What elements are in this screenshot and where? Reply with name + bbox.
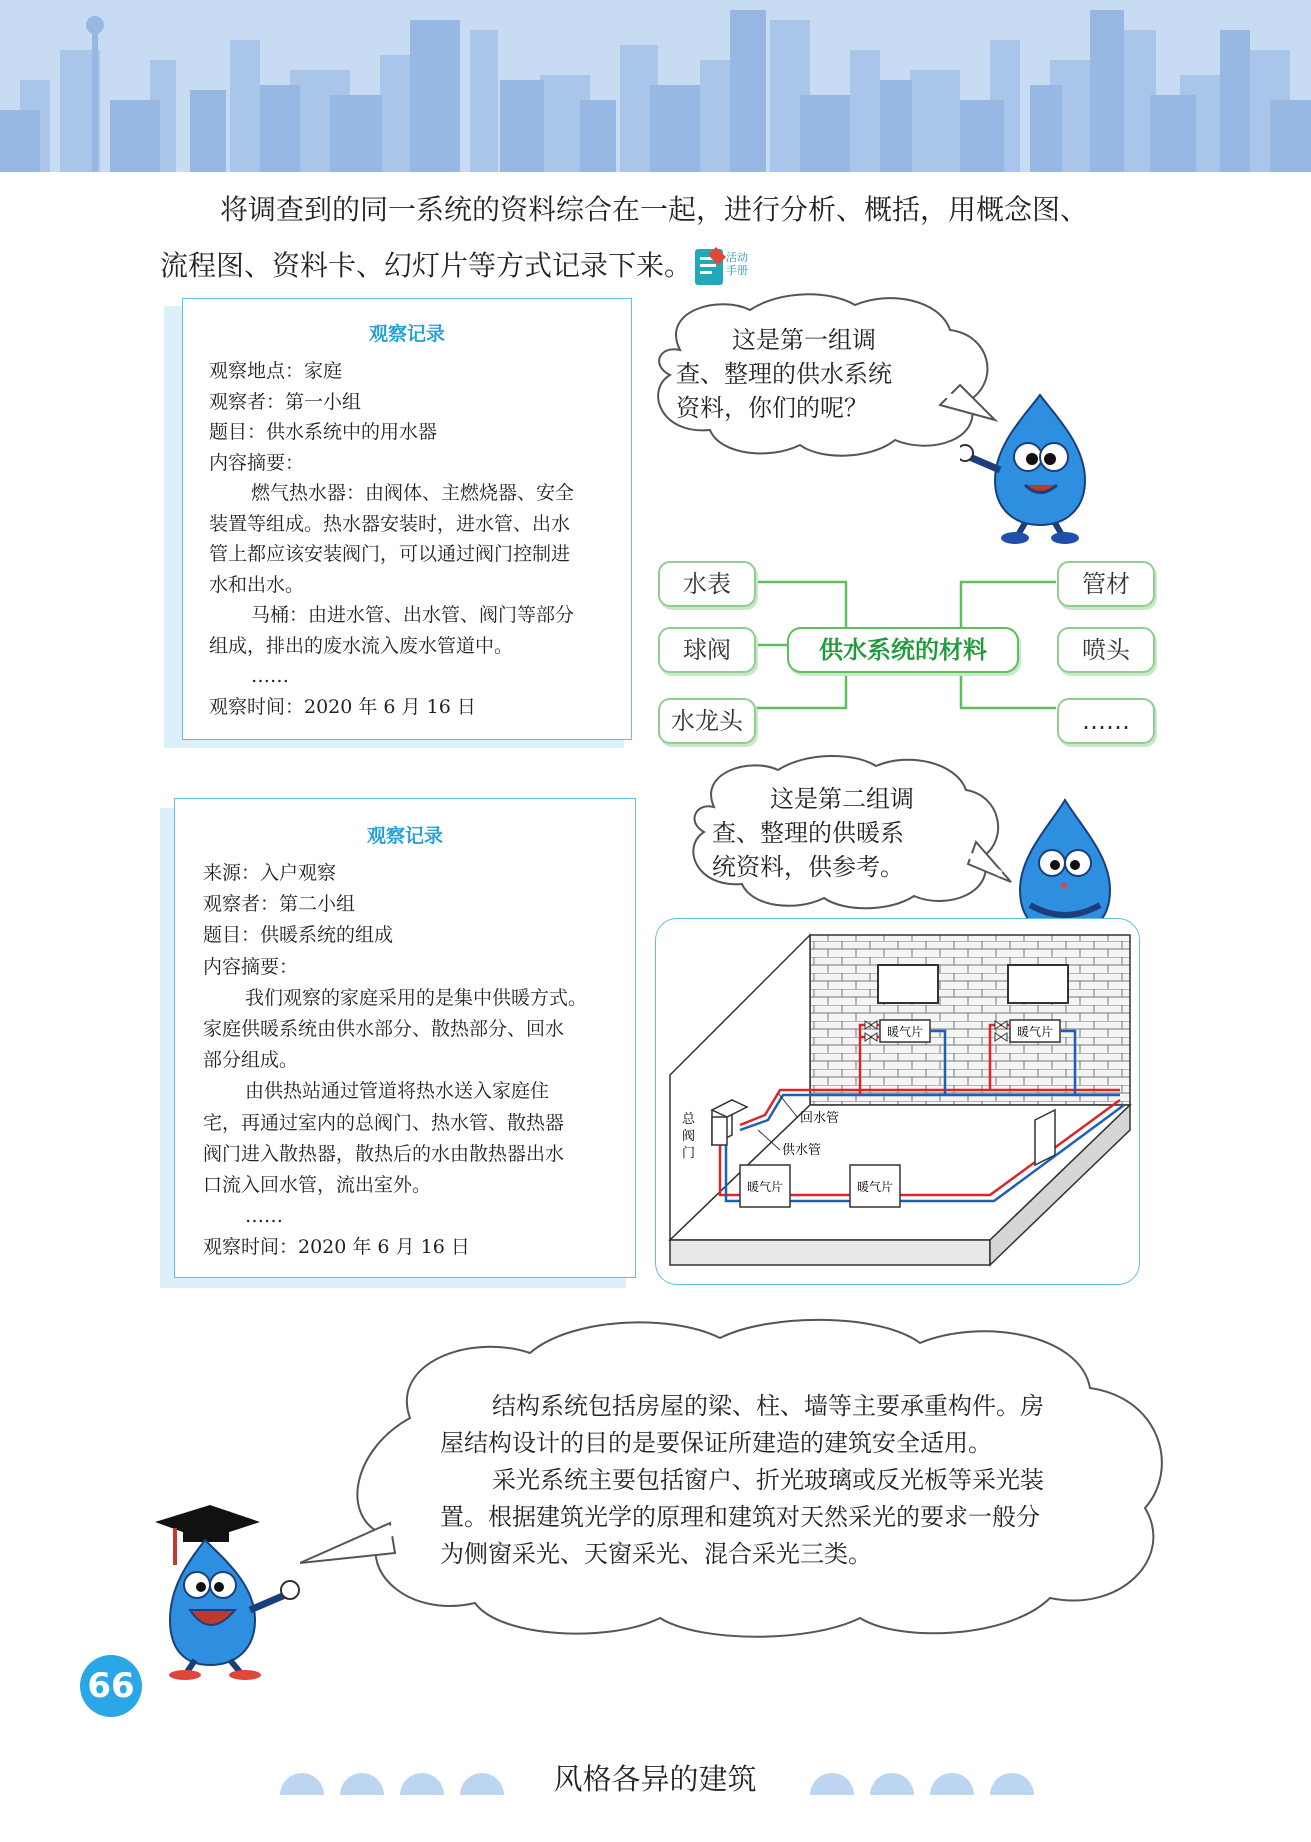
record-2-line: 题目：供暖系统的组成 [203,924,394,947]
main-valve-label: 总 [682,1112,696,1127]
radiator-label: 暖气片 [1016,1025,1054,1039]
footer-decoration-left [275,1765,505,1795]
record-1-line: …… [251,665,289,687]
skyline-banner [0,0,1311,172]
return-pipe-label: 回水管 [800,1111,840,1126]
record-2-line: 我们观察的家庭采用的是集中供暖方式。 [245,986,588,1009]
record-1-date: 观察时间：2020 年 6 月 16 日 [209,695,476,718]
main-valve-label: 门 [682,1146,696,1161]
record-1-line: 管上都应该安装阀门，可以通过阀门控制进 [209,543,571,565]
concept-node-water-meter: 水表 [658,561,756,607]
record-1-line: 燃气热水器：由阀体、主燃烧器、安全 [251,482,575,504]
supply-pipe-label: 供水管 [782,1143,822,1158]
record-2-line: 由供热站通过管道将热水送入家庭住 [245,1080,550,1103]
record-1-line: 装置等组成。热水器安装时，进水管、出水 [209,512,571,535]
concept-node-faucet: 水龙头 [658,698,756,744]
bubble-3-line: 结构系统包括房屋的梁、柱、墙等主要承重构件。房 [492,1392,1044,1420]
record-1-line: 题目：供水系统中的用水器 [209,421,438,443]
observation-record-1 [170,298,634,746]
bubble-2-line: 查、整理的供暖系 [712,819,904,847]
record-2-line: 阀门进入散热器，散热后的水由散热器出水 [203,1142,565,1165]
bubble-1-line: 这是第一组调 [732,326,876,354]
record-2-line: …… [245,1205,283,1228]
observation-record-2 [164,798,638,1286]
concept-map-center: 供水系统的材料 [787,627,1019,673]
record-2-line: 口流入回水管，流出室外。 [203,1174,432,1197]
footer-title: 风格各异的建筑 [553,1762,757,1796]
concept-node-pipe: 管材 [1057,561,1155,607]
bubble-3-text [440,1388,1140,1573]
record-2-title: 观察记录 [366,825,443,847]
bubble-3-line: 置。根据建筑光学的原理和建筑对天然采光的要求一般分 [440,1503,1040,1531]
activity-handbook-icon [692,245,762,291]
radiator-label: 暖气片 [856,1180,894,1194]
record-2-body [175,848,635,1264]
record-2-line: 内容摘要： [203,955,299,978]
record-1-line: 内容摘要： [209,451,305,474]
record-1-line: 马桶：由进水管、出水管、阀门等部分 [251,604,575,626]
bubble-2-line: 这是第二组调 [770,785,914,813]
record-1-line: 观察地点：家庭 [209,360,343,382]
record-2-date: 观察时间：2020 年 6 月 16 日 [203,1236,470,1259]
intro-paragraph [160,182,1160,294]
record-2-line: 家庭供暖系统由供水部分、散热部分、回水 [203,1018,565,1041]
radiator-label: 暖气片 [746,1180,784,1194]
heating-system-diagram [660,925,1135,1280]
handbook-label: 活动 手册 [726,250,749,277]
record-1-body [183,346,631,722]
record-2-line: 观察者：第二小组 [203,893,356,916]
bubble-2-line: 统资料，供参考。 [712,853,904,881]
bubble-3-line: 为侧窗采光、天窗采光、混合采光三类。 [440,1540,872,1568]
record-2-line: 宅，再通过室内的总阀门、热水管、散热器 [203,1111,565,1134]
bubble-2-text [712,782,992,884]
graduate-mascot [145,1500,325,1680]
bubble-1-line: 查、整理的供水系统 [676,360,892,388]
bubble-1-text [676,323,976,425]
intro-line-1: 将调查到的同一系统的资料综合在一起，进行分析、概括，用概念图、 [220,193,1089,226]
record-1-line: 组成，排出的废水流入废水管道中。 [209,634,514,657]
intro-line-2-text: 流程图、资料卡、幻灯片等方式记录下来。 [160,249,693,282]
record-1-title: 观察记录 [368,323,445,345]
radiator-label: 暖气片 [886,1025,924,1039]
main-valve-label: 阀 [682,1129,696,1144]
footer-decoration-right [805,1765,1035,1795]
page-number: 66 [80,1655,142,1717]
record-1-line: 观察者：第一小组 [209,390,362,413]
record-1-line: 水和出水。 [209,573,305,596]
record-2-line: 部分组成。 [203,1049,299,1072]
bubble-3-line: 屋结构设计的目的是要保证所建造的建筑安全适用。 [440,1429,992,1457]
intro-line-2 [160,238,1160,294]
concept-node-sprinkler: 喷头 [1057,627,1155,673]
bubble-3-line: 采光系统主要包括窗户、折光玻璃或反光板等采光装 [492,1466,1044,1494]
record-2-line: 来源：入户观察 [203,862,337,884]
water-drop-mascot-1 [960,385,1120,545]
bubble-1-line: 资料，你们的呢？ [676,394,868,422]
concept-node-ball-valve: 球阀 [658,627,756,673]
concept-node-more: …… [1057,698,1155,744]
